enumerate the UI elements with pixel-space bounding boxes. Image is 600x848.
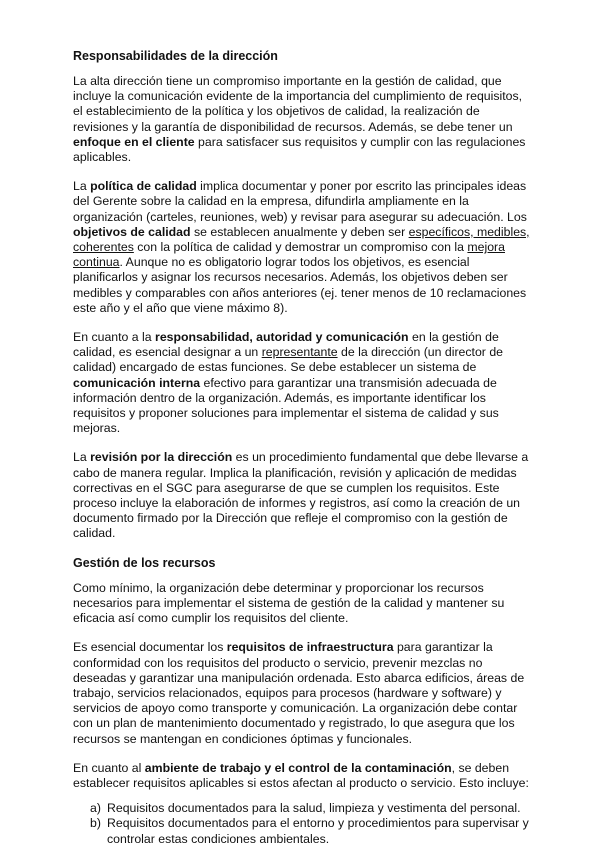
paragraph-work-environment [73, 761, 532, 791]
text: con la política de calidad y demostrar un compromiso con la [133, 240, 468, 255]
text: La [73, 179, 91, 194]
text: En cuanto a la [73, 330, 156, 345]
paragraph-responsibility [73, 330, 532, 436]
underlined-term: específicos, medibles, coherentes [73, 224, 530, 255]
section-heading-direction: Responsabilidades de la dirección [73, 49, 278, 63]
list-item [90, 801, 532, 816]
bold-term: comunicación interna [73, 375, 201, 390]
list-item-text: Requisitos documentados para el entorno y procedimientos para supervisar y controlar estas condiciones ambientales. [107, 816, 529, 846]
text: En cuanto al [73, 760, 145, 775]
list-item-text: Requisitos documentados para la salud, limpieza y vestimenta del personal. [107, 801, 521, 816]
paragraph-quality-policy [73, 179, 532, 316]
requirements-list [73, 801, 532, 847]
bold-term: política de calidad [90, 179, 197, 194]
paragraph-resources-minimum: Como mínimo, la organización debe determinar y proporcionar los recursos necesarios para implementar el sistema de gestión de la calidad y mantener su eficacia así como cumplir los requisitos del cliente. [73, 580, 505, 626]
underlined-term: representante [261, 345, 338, 360]
text: es un procedimiento fundamental que debe llevarse a cabo de manera regular. Implica la planificación, revisión y aplicación de medidas correctivas en el SGC para asegurarse de que se cumplen los requisitos. Este proceso incluye la elaboración de informes y registros, así como la creación de un documento firmado por la Dirección que refleje el compromiso con la gestión de calidad. [73, 450, 529, 541]
list-marker: b) [90, 816, 101, 831]
list-item [90, 816, 532, 846]
text: en la gestión de calidad, es esencial designar a un [73, 330, 499, 360]
text: para garantizar la conformidad con los requisitos del producto o servicio, prevenir mezclas no deseadas y garantizar una manipulación ordenada. Esto abarca edificios, áreas de trabajo, servicios relacionados, equipos para procesos (hardware y software) y servicios de apoyo como transporte y comunicación. La organización debe contar con un plan de mantenimiento documentado y registrado, lo que asegura que los recursos se mantengan en condiciones óptimas y funcionales. [73, 640, 525, 746]
bold-term: requisitos de infraestructura [226, 640, 394, 655]
text: , se deben establecer requisitos aplicables si estos afectan al producto o servicio. Esto incluye: [73, 760, 529, 790]
bold-term: objetivos de calidad [73, 224, 191, 239]
bold-term: responsabilidad, autoridad y comunicación [155, 330, 409, 345]
paragraph-commitment [73, 74, 532, 165]
underlined-term: mejora continua [73, 240, 505, 270]
text: Es esencial documentar los [73, 640, 227, 655]
text: implica documentar y poner por escrito las principales ideas del Gerente sobre la calidad en la empresa, difundirla ampliamente en la organización (carteles, reuniones, web) y revisar para asegurar su adecuación. Los [73, 179, 527, 224]
text: para satisfacer sus requisitos y cumplir con las regulaciones aplicables. [73, 134, 526, 165]
paragraph-management-review [73, 450, 532, 541]
text: La alta dirección tiene un compromiso importante en la gestión de calidad, que incluye la comunicación evidente de la importancia del cumplimiento de requisitos, el establecimiento de la política y los objetivos de calidad, la realización de revisiones y la garantía de disponibilidad de recursos. Además, se debe tener un [73, 74, 523, 134]
text: . Aunque no es obligatorio lograr todos los objetivos, es esencial planificarlos y asignar los recursos necesarios. Además, los objetivos deben ser medibles y comparables con años anteriores (ej. tener menos de 10 reclamaciones este año y el año que viene máximo 8). [73, 255, 527, 315]
paragraph-infrastructure [73, 640, 532, 746]
text: de la dirección (un director de calidad) encargado de estas funciones. Se debe establecer un sistema de [73, 345, 503, 375]
section-heading-resources: Gestión de los recursos [73, 555, 216, 570]
text: se establecen anualmente y deben ser [190, 224, 409, 239]
bold-term: revisión por la dirección [90, 450, 233, 465]
bold-term: ambiente de trabajo y el control de la contaminación [144, 760, 452, 775]
text: La [73, 450, 91, 465]
text: efectivo para garantizar una transmisión adecuada de información dentro de la organización. Además, es importante identificar los requisitos y proponer soluciones para implementar el sistema de calidad y sus mejoras. [73, 375, 499, 436]
list-marker: a) [90, 801, 101, 816]
bold-term: enfoque en el cliente [73, 134, 195, 149]
